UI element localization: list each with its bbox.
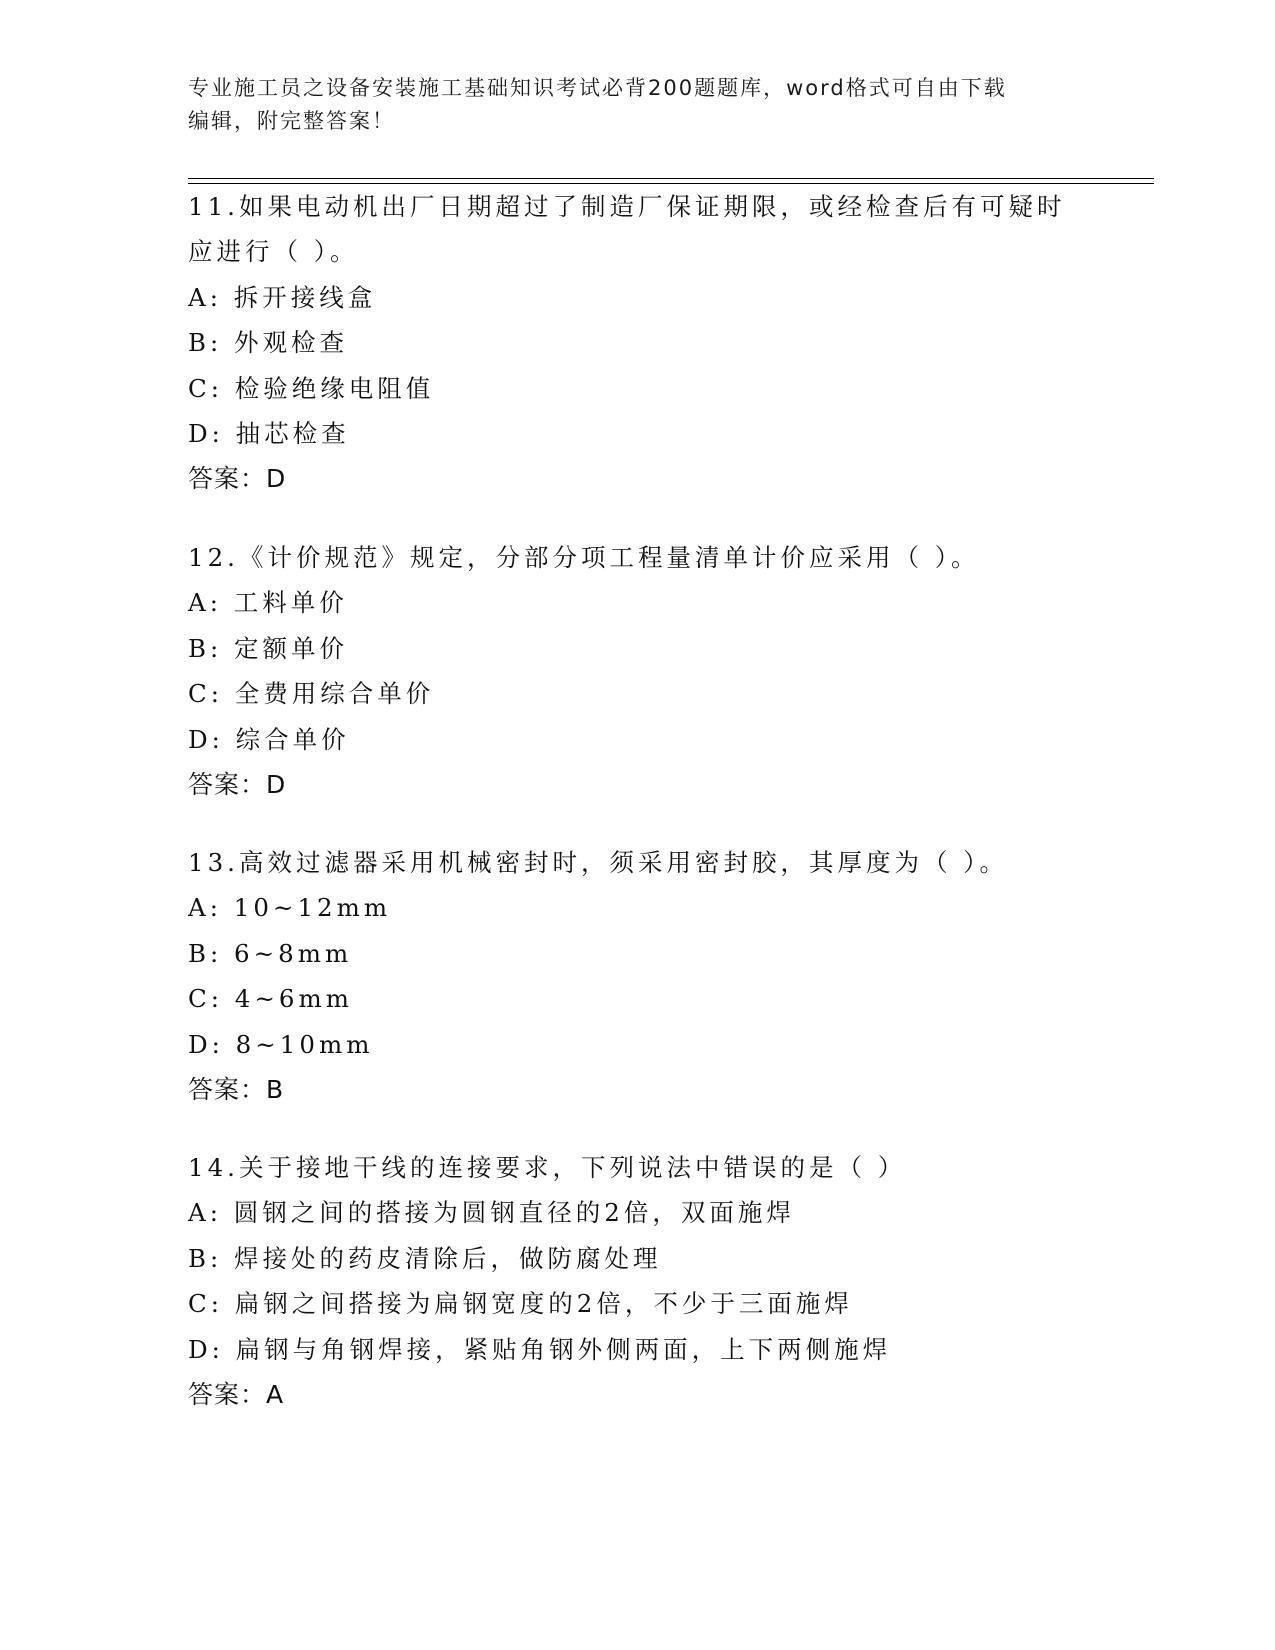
question-stem-continued: 应进行（ ）。 bbox=[188, 237, 359, 267]
question-14 bbox=[188, 1145, 1148, 1417]
answer: 答案：D bbox=[188, 770, 287, 800]
question-stem: 11.如果电动机出厂日期超过了制造厂保证期限，或经检查后有可疑时 bbox=[188, 192, 1066, 221]
option-c: C: 检验绝缘电阻值 bbox=[188, 373, 435, 403]
header-line-1: 专业施工员之设备安装施工基础知识考试必背200题题库，word格式可自由下载 bbox=[188, 76, 1007, 100]
option-a: A: 10~12mm bbox=[188, 893, 392, 923]
option-d: D: 8~10mm bbox=[188, 1029, 374, 1059]
option-b: B: 外观检查 bbox=[188, 328, 349, 358]
option-c: C: 全费用综合单价 bbox=[188, 679, 435, 709]
answer: 答案：B bbox=[188, 1075, 285, 1105]
question-stem: 12.《计价规范》规定，分部分项工程量清单计价应采用（ ）。 bbox=[188, 543, 980, 572]
option-a: A: 圆钢之间的搭接为圆钢直径的2倍，双面施焊 bbox=[188, 1198, 795, 1228]
header-line-2: 编辑，附完整答案！ bbox=[188, 109, 395, 133]
option-b: B: 定额单价 bbox=[188, 633, 349, 663]
option-b: B: 6~8mm bbox=[188, 938, 353, 968]
question-12 bbox=[188, 535, 1148, 807]
question-11 bbox=[188, 184, 1148, 502]
question-stem: 14.关于接地干线的连接要求，下列说法中错误的是（ ） bbox=[188, 1153, 907, 1182]
option-d: D: 综合单价 bbox=[188, 724, 350, 754]
answer: 答案：A bbox=[188, 1380, 285, 1410]
answer: 答案：D bbox=[188, 464, 287, 494]
option-a: A: 拆开接线盒 bbox=[188, 282, 377, 312]
question-13 bbox=[188, 840, 1148, 1112]
option-a: A: 工料单价 bbox=[188, 588, 348, 618]
option-c: C: 4~6mm bbox=[188, 984, 353, 1014]
option-d: D: 扁钢与角钢焊接，紧贴角钢外侧两面，上下两侧施焊 bbox=[188, 1334, 892, 1364]
option-b: B: 焊接处的药皮清除后，做防腐处理 bbox=[188, 1243, 662, 1273]
option-c: C: 扁钢之间搭接为扁钢宽度的2倍，不少于三面施焊 bbox=[188, 1289, 853, 1319]
option-d: D: 抽芯检查 bbox=[188, 419, 350, 449]
page-header bbox=[188, 72, 1088, 138]
question-stem: 13.高效过滤器采用机械密封时，须采用密封胶，其厚度为（ ）。 bbox=[188, 848, 1008, 877]
